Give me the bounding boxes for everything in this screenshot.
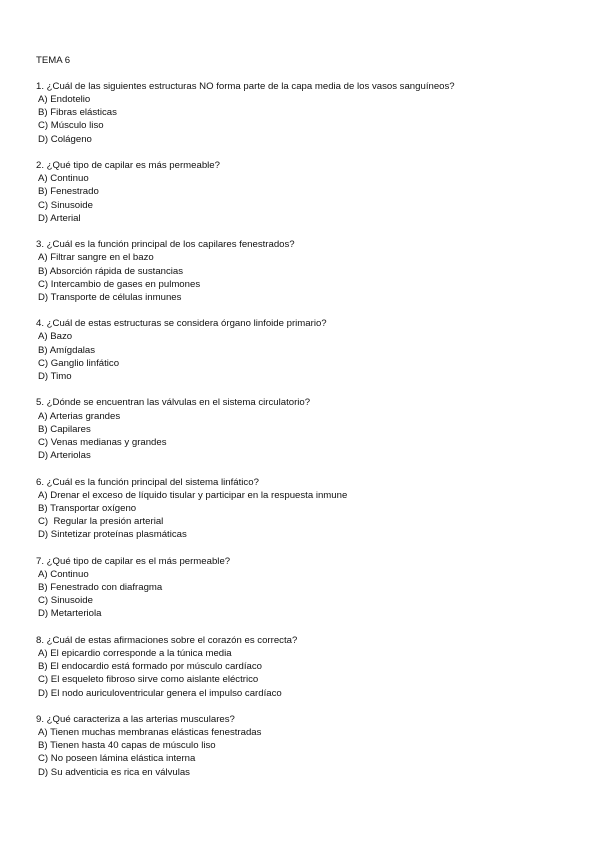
question-block <box>36 396 576 462</box>
answer-option: B) Amígdalas <box>38 344 96 356</box>
answer-option: D) El nodo auriculoventricular genera el impulso cardíaco <box>38 687 282 699</box>
question-list <box>36 80 576 779</box>
question-text: 7. ¿Qué tipo de capilar es el más permeable? <box>36 555 231 567</box>
question-block <box>36 238 576 304</box>
answer-option: C) Sinusoide <box>38 199 93 211</box>
question-text: 9. ¿Qué caracteriza a las arterias musculares? <box>36 713 235 725</box>
answer-option: D) Transporte de células inmunes <box>38 291 182 303</box>
answer-option: C) Músculo liso <box>38 120 104 132</box>
answer-option: D) Arterial <box>38 212 81 224</box>
question-block <box>36 555 576 621</box>
answer-option: D) Timo <box>38 371 72 382</box>
question-text: 3. ¿Cuál es la función principal de los capilares fenestrados? <box>36 239 295 251</box>
question-block <box>36 80 576 146</box>
answer-option: B) Fenestrado <box>38 186 99 198</box>
answer-option: B) Capilares <box>38 423 91 435</box>
answer-option: D) Colágeno <box>38 133 92 145</box>
document-title: TEMA 6 <box>36 54 71 66</box>
answer-option: C) Sinusoide <box>38 595 93 607</box>
answer-option: A) Drenar el exceso de líquido tisular y participar en la respuesta inmune <box>38 489 348 501</box>
answer-option: B) Fibras elásticas <box>38 107 117 119</box>
question-text: 1. ¿Cuál de las siguientes estructuras NO forma parte de la capa media de los vasos sanguíneos? <box>36 80 455 92</box>
answer-option: D) Arteriolas <box>38 450 91 462</box>
answer-option: C) Regular la presión arterial <box>38 516 164 528</box>
answer-option: B) Fenestrado con diafragma <box>38 582 163 593</box>
question-block <box>36 159 576 225</box>
answer-option: A) Bazo <box>38 331 73 343</box>
question-text: 5. ¿Dónde se encuentran las válvulas en el sistema circulatorio? <box>36 397 311 409</box>
answer-option: C) Venas medianas y grandes <box>38 436 167 448</box>
question-text: 2. ¿Qué tipo de capilar es más permeable? <box>36 160 220 171</box>
answer-option: D) Metarteriola <box>38 608 102 620</box>
answer-option: C) Ganglio linfático <box>38 357 120 369</box>
document-page <box>36 54 576 793</box>
answer-option: B) Tienen hasta 40 capas de músculo liso <box>38 740 216 752</box>
answer-option: A) Endotelio <box>38 94 91 106</box>
answer-option: A) El epicardio corresponde a la túnica media <box>38 647 232 659</box>
question-text: 4. ¿Cuál de estas estructuras se considera órgano linfoide primario? <box>36 318 327 330</box>
answer-option: D) Su adventicia es rica en válvulas <box>38 766 190 778</box>
answer-option: C) El esqueleto fibroso sirve como aislante eléctrico <box>38 674 259 686</box>
answer-option: A) Filtrar sangre en el bazo <box>38 252 154 264</box>
answer-option: C) Intercambio de gases en pulmones <box>38 278 201 290</box>
question-block <box>36 317 576 383</box>
answer-option: A) Arterias grandes <box>38 410 121 422</box>
question-block <box>36 476 576 542</box>
answer-option: B) Transportar oxígeno <box>38 502 137 514</box>
question-block <box>36 713 576 779</box>
answer-option: B) El endocardio está formado por músculo cardíaco <box>38 661 262 673</box>
answer-option: A) Continuo <box>38 568 89 580</box>
question-block <box>36 634 576 700</box>
question-text: 6. ¿Cuál es la función principal del sistema linfático? <box>36 476 259 488</box>
answer-option: C) No poseen lámina elástica interna <box>38 753 196 765</box>
answer-option: B) Absorción rápida de sustancias <box>38 265 184 277</box>
answer-option: A) Continuo <box>38 173 89 185</box>
answer-option: A) Tienen muchas membranas elásticas fenestradas <box>38 727 262 739</box>
question-text: 8. ¿Cuál de estas afirmaciones sobre el corazón es correcta? <box>36 634 298 646</box>
answer-option: D) Sintetizar proteínas plasmáticas <box>38 529 187 541</box>
